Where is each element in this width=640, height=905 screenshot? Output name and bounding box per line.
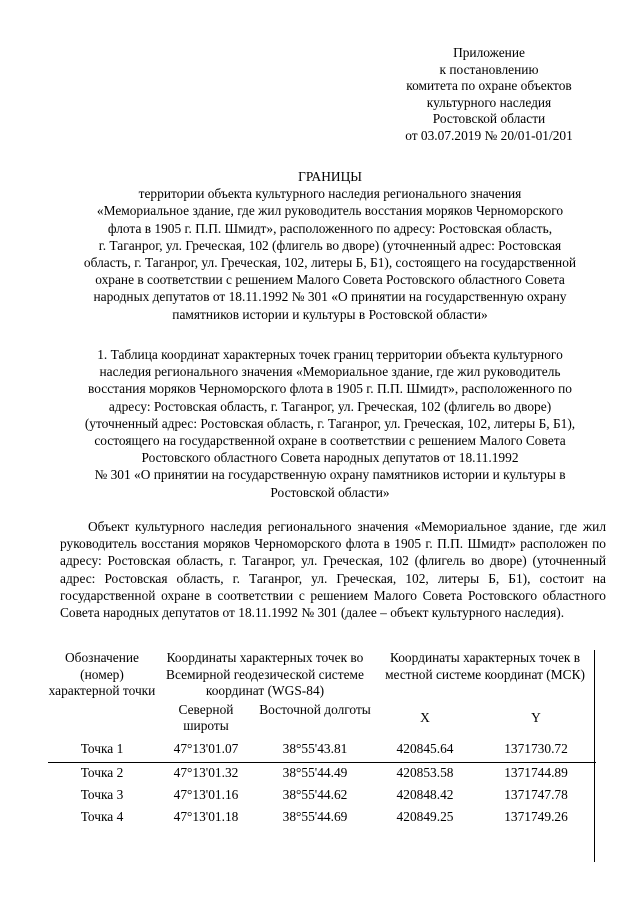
approval-line: Ростовской области [432,111,546,126]
header-msk: Координаты характерных точек в местной системе координат (МСК) [385,650,585,682]
title-line: область, г. Таганрог, ул. Греческая, 102, литеры Б, Б1), состоящего на государственной [83,255,577,271]
section-line: (уточненный адрес: Ростовская область, г. Таганрог, ул. Греческая, 102, литеры Б, Б1), [84,415,576,431]
cell-x: 420845.64 [374,738,476,763]
table-row [48,762,596,785]
approval-line: культурного наследия [426,94,552,110]
approval-line: от 03.07.2019 № 20/01-01/201 [405,127,573,143]
header-y: Y [531,709,541,725]
table-row [48,785,596,807]
section-line: состоящего на государственной охране в соответствии с решением Малого Совета [94,433,566,449]
title-line: флота в 1905 г. П.П. Шмидт», расположенного по адресу: Ростовская область, [107,220,553,236]
table-right-border [594,650,595,862]
header-wgs: Координаты характерных точек во Всемирной геодезической системе координат (WGS-84) [166,650,364,698]
body-paragraph [60,518,606,621]
cell-point: Точка 1 [48,738,156,763]
section-heading [60,346,600,501]
cell-point: Точка 4 [80,809,124,825]
document-title [60,168,600,323]
approval-line: комитета по охране объектов [406,78,572,93]
title-line: территории объекта культурного наследия регионального значения [138,186,522,202]
cell-east: 38°55'44.69 [282,809,348,825]
section-line: Ростовского областного Совета народных депутатов от 18.11.1992 [141,450,519,466]
header-x: X [420,709,430,725]
approval-line: к постановлению [439,61,539,77]
cell-x: 420849.25 [396,809,454,825]
cell-east: 38°55'44.49 [282,765,348,781]
cell-east: 38°55'43.81 [256,738,374,763]
header-east: Восточной долготы [259,701,371,717]
cell-north: 47°13'01.32 [173,765,239,781]
header-point: Обозначение (номер) характерной точки [48,650,156,698]
section-line: адресу: Ростовская область, г. Таганрог, ул. Греческая, 102 (флигель во дворе) [108,398,552,414]
title-line: памятников истории и культуры в Ростовской области» [172,306,488,322]
cell-north: 47°13'01.16 [173,787,239,803]
cell-point: Точка 3 [80,787,124,803]
title-line: народных депутатов от 18.11.1992 № 301 «О принятии на государственную охрану [93,289,567,305]
table-row [48,738,596,763]
title-line: «Мемориальное здание, где жил руководитель восстания моряков Черноморского [96,203,564,219]
section-line: № 301 «О принятии на государственную охрану памятников истории и культуры в [94,467,566,483]
section-line: наследия регионального значения «Мемориальное здание, где жил руководитель [99,364,561,380]
title-line: охране в соответствии с решением Малого Совета Ростовского областного Совета [95,272,565,288]
approval-line: Приложение [453,45,525,60]
title-line: г. Таганрог, ул. Греческая, 102 (флигель во дворе) (уточненный адрес: Ростовская [98,237,562,253]
cell-y: 1371730.72 [476,738,596,763]
coordinates-table [48,650,596,829]
cell-y: 1371749.26 [504,809,568,825]
cell-y: 1371747.78 [504,787,568,803]
cell-north: 47°13'01.18 [173,809,239,825]
cell-y: 1371744.89 [504,765,568,781]
title-heading: ГРАНИЦЫ [298,169,362,184]
cell-x: 420853.58 [396,765,454,781]
cell-north: 47°13'01.07 [156,738,256,763]
cell-point: Точка 2 [80,765,124,781]
section-line: Ростовской области» [270,484,390,500]
cell-x: 420848.42 [396,787,454,803]
header-north: Северной широты [178,701,234,733]
paragraph-text: Объект культурного наследия регионального значения «Мемориальное здание, где жил руководитель восстания моряков Черноморского флота в 1905 г. П.П. Шмидт» расположен по адресу: Ростовская область, г. Таганрог, ул. Греческая, 102 (флигель во дворе) (уточненный адрес: Ростовская область, г. Таганрог, ул. Греческая, 102, литеры Б, Б1), состоит на государственной охране в соответствии с решением Малого Совета Ростовского областного Совета народных депутатов от 18.11.1992 № 301 (далее – объект культурного наследия). [60,519,606,621]
section-line: 1. Таблица координат характерных точек границ территории объекта культурного [97,347,563,362]
cell-east: 38°55'44.62 [282,787,348,803]
approval-block [378,45,600,144]
section-line: восстания моряков Черноморского флота в 1905 г. П.П. Шмидт», расположенного по [88,381,572,397]
table-row [48,807,596,829]
